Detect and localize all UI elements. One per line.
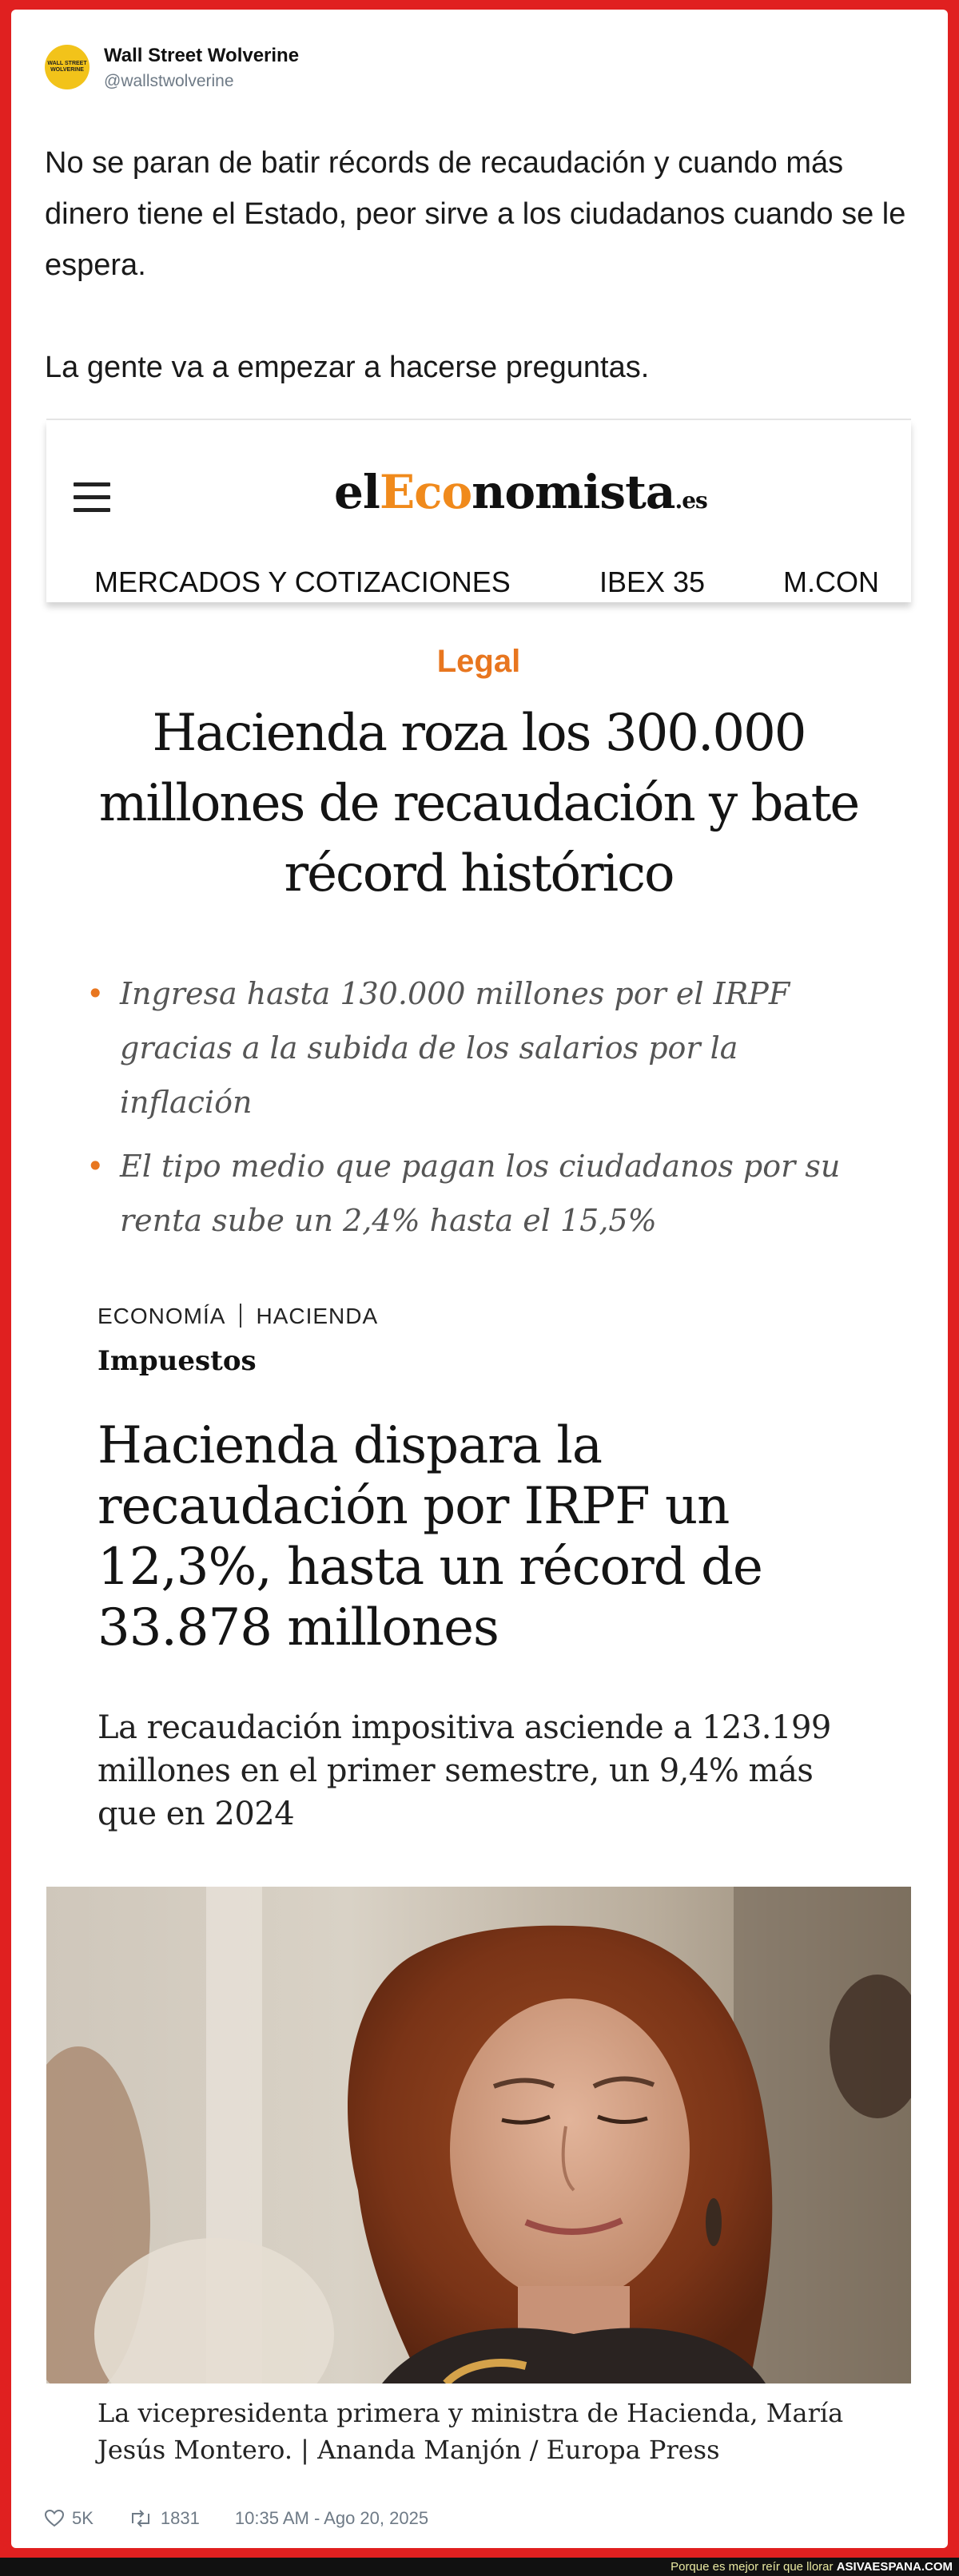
like-count: 5K — [72, 2508, 94, 2528]
article-summary-list — [86, 966, 869, 1257]
nav-item-mcon[interactable]: M.CON — [783, 566, 879, 598]
menu-icon[interactable] — [74, 482, 110, 513]
footer-bar — [0, 2558, 959, 2576]
list-item — [86, 1139, 869, 1248]
photo-caption: La vicepresidenta primera y ministra de Hacienda, María Jesús Montero. | Ananda Manjón / Europa Press — [97, 2398, 844, 2465]
tweet-card — [11, 10, 948, 2548]
tweet-text — [45, 137, 916, 393]
avatar[interactable] — [45, 45, 90, 89]
footer-tagline: Porque es mejor reír que llorar — [671, 2560, 834, 2574]
tweet-meta — [45, 2508, 428, 2529]
bullet-text: El tipo medio que pagan los ciudadanos por su renta sube un 2,4% hasta el 15,5% — [120, 1149, 841, 1238]
article-subheadline: La recaudación impositiva asciende a 123.199 millones en el primer semestre, un 9,4% más que en 2024 — [97, 1709, 831, 1832]
footer-site[interactable]: ASIVAESPANA.COM — [836, 2560, 953, 2574]
article-photo — [46, 1887, 911, 2383]
nav-item-ibex[interactable]: IBEX 35 — [599, 566, 706, 598]
breadcrumb — [97, 1304, 378, 1329]
article-headline[interactable]: Hacienda roza los 300.000 millones de recaudación y bate récord histórico — [98, 704, 859, 903]
breadcrumb-item[interactable]: ECONOMÍA — [97, 1304, 226, 1328]
timestamp[interactable]: 10:35 AM - Ago 20, 2025 — [234, 2508, 429, 2528]
nav-item-mercados[interactable]: MERCADOS Y COTIZACIONES — [94, 566, 511, 598]
bullet-icon: • — [86, 1149, 105, 1184]
retweet-icon[interactable] — [129, 2510, 153, 2527]
avatar-text: WOLVERINE — [50, 67, 84, 73]
nav-bar — [46, 556, 911, 604]
tweet-paragraph: No se paran de batir récords de recaudación y cuando más dinero tiene el Estado, peor sirve a los ciudadanos cuando se le espera. — [45, 146, 906, 282]
embedded-article-screenshot[interactable] — [46, 419, 911, 2465]
tweet-paragraph: La gente va a empezar a hacerse preguntas. — [45, 351, 650, 384]
site-header — [46, 420, 911, 602]
avatar-text: WALL STREET — [47, 61, 87, 66]
retweet-count: 1831 — [160, 2508, 200, 2528]
bullet-text: Ingresa hasta 130.000 millones por el IRPF gracias a la subida de los salarios por la inflación — [120, 976, 790, 1120]
section-label[interactable]: Legal — [436, 644, 521, 679]
breadcrumb-item[interactable]: HACIENDA — [256, 1304, 379, 1328]
topic-tag[interactable]: Impuestos — [97, 1345, 257, 1377]
author-handle[interactable]: @wallstwolverine — [104, 72, 234, 90]
bullet-icon: • — [86, 976, 105, 1011]
author-name[interactable]: Wall Street Wolverine — [104, 45, 300, 66]
divider — [240, 1304, 241, 1328]
list-item — [86, 966, 869, 1129]
article-headline-2[interactable]: Hacienda dispara la recaudación por IRPF un 12,3%, hasta un récord de 33.878 millones — [97, 1416, 762, 1657]
site-logo[interactable]: elEconomista.es — [334, 465, 707, 519]
heart-icon[interactable] — [45, 2510, 64, 2527]
